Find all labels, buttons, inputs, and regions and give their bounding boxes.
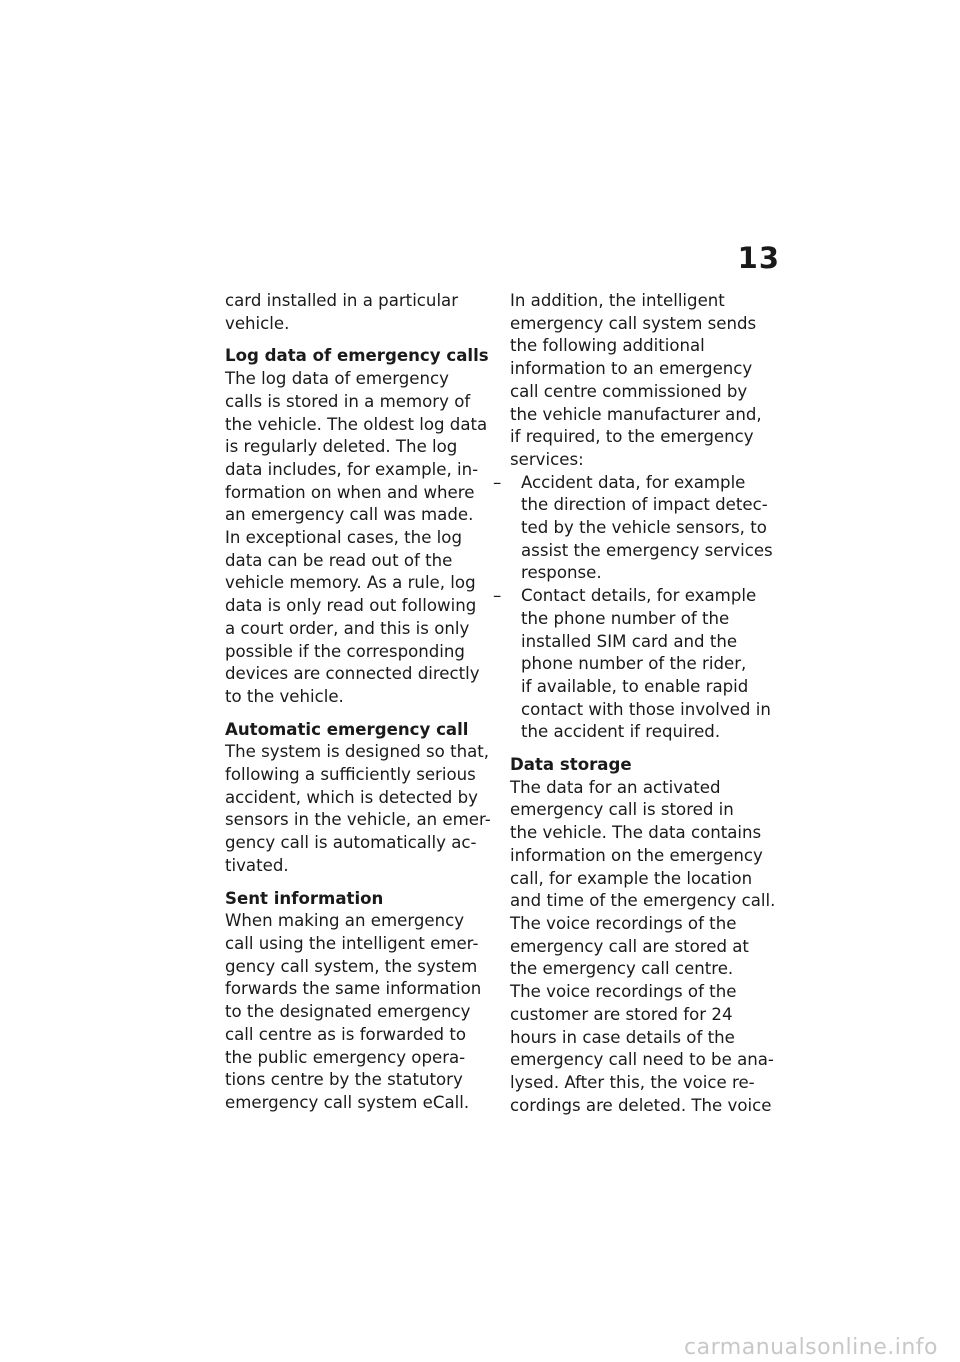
text-line: call using the intelligent emer- <box>225 933 479 953</box>
text-line: vehicle memory. As a rule, log <box>225 573 476 593</box>
text-line: if available, to enable rapid <box>521 676 749 696</box>
text-line: data can be read out of the <box>225 550 453 570</box>
text-line: forwards the same information <box>225 979 482 999</box>
text-line: devices are connected directly <box>225 664 480 684</box>
text-line: sensors in the vehicle, an emer- <box>225 810 491 830</box>
section-heading: Automatic emergency call <box>225 719 469 739</box>
text-line: The voice recordings of the <box>510 982 737 1002</box>
text-line: information to an emergency <box>510 359 753 379</box>
text-line: the vehicle. The data contains <box>510 823 762 843</box>
text-line: the phone number of the <box>521 608 730 628</box>
text-line: an emergency call was made. <box>225 505 474 525</box>
text-line: services: <box>510 449 584 469</box>
text-line: The system is designed so that, <box>225 742 490 762</box>
dash-bullet-icon: – <box>493 586 502 606</box>
text-line: accident, which is detected by <box>225 787 478 807</box>
text-line: Accident data, for example <box>521 472 746 492</box>
section-heading: Data storage <box>510 755 632 775</box>
text-line: emergency call system eCall. <box>225 1092 470 1112</box>
text-line: call centre commissioned by <box>510 381 748 401</box>
text-line: customer are stored for 24 <box>510 1004 733 1024</box>
text-line: contact with those involved in <box>521 699 771 719</box>
log-data-section <box>225 345 493 708</box>
automatic-call-section <box>225 719 493 878</box>
text-line: emergency call is stored in <box>510 800 734 820</box>
left-column <box>225 290 493 1115</box>
text-line: When making an emergency <box>225 911 465 931</box>
text-line: formation on when and where <box>225 482 475 502</box>
text-line: The data for an activated <box>510 777 721 797</box>
text-line: phone number of the rider, <box>521 654 747 674</box>
text-line: the vehicle. The oldest log data <box>225 414 488 434</box>
text-line: tions centre by the statutory <box>225 1070 463 1090</box>
text-line: hours in case details of the <box>510 1027 735 1047</box>
text-line: a court order, and this is only <box>225 618 470 638</box>
section-heading: Sent information <box>225 888 384 908</box>
text-line: emergency call system sends <box>510 313 757 333</box>
sent-information-section <box>225 888 493 1115</box>
watermark: carmanualsonline.info <box>684 1335 938 1360</box>
text-line: ted by the vehicle sensors, to <box>521 518 767 538</box>
text-line: calls is stored in a memory of <box>225 391 471 411</box>
list-item <box>493 585 782 744</box>
text-line: emergency call need to be ana- <box>510 1050 774 1070</box>
text-line: data is only read out following <box>225 596 477 616</box>
text-line: data includes, for example, in- <box>225 459 479 479</box>
additional-info-paragraph <box>510 290 782 472</box>
text-line: lysed. After this, the voice re- <box>510 1072 755 1092</box>
text-line: emergency call are stored at <box>510 936 749 956</box>
section-heading: Log data of emergency calls <box>225 346 489 366</box>
text-line: call centre as is forwarded to <box>225 1024 466 1044</box>
text-line: gency call is automatically ac- <box>225 833 477 853</box>
text-line: The voice recordings of the <box>510 913 737 933</box>
text-line: information on the emergency <box>510 845 763 865</box>
text-line: cordings are deleted. The voice <box>510 1095 772 1115</box>
bullet-list <box>493 472 782 744</box>
text-line: vehicle. <box>225 313 290 333</box>
right-column <box>493 290 782 1117</box>
dash-bullet-icon: – <box>493 472 502 492</box>
text-line: response. <box>521 563 602 583</box>
text-line: the vehicle manufacturer and, <box>510 404 762 424</box>
text-line: and time of the emergency call. <box>510 891 776 911</box>
text-line: is regularly deleted. The log <box>225 437 458 457</box>
text-line: possible if the corresponding <box>225 641 465 661</box>
text-line: In addition, the intelligent <box>510 291 725 310</box>
text-line: card installed in a particular <box>225 291 459 310</box>
text-line: installed SIM card and the <box>521 631 738 651</box>
text-line: Contact details, for example <box>521 586 757 606</box>
text-line: following a sufficiently serious <box>225 765 476 785</box>
text-line: gency call system, the system <box>225 956 478 976</box>
text-line: the emergency call centre. <box>510 959 734 979</box>
text-line: In exceptional cases, the log <box>225 528 462 548</box>
text-line: the accident if required. <box>521 722 721 742</box>
text-line: The log data of emergency <box>225 369 449 389</box>
text-line: if required, to the emergency <box>510 427 754 447</box>
text-line: the public emergency opera- <box>225 1047 466 1067</box>
text-line: to the designated emergency <box>225 1002 471 1022</box>
text-line: the following additional <box>510 336 705 356</box>
intro-paragraph <box>225 290 493 335</box>
page-number: 13 <box>737 241 780 275</box>
text-line: call, for example the location <box>510 868 753 888</box>
text-line: to the vehicle. <box>225 686 344 706</box>
text-line: assist the emergency services <box>521 540 773 560</box>
list-item <box>493 472 782 586</box>
text-line: tivated. <box>225 855 289 875</box>
data-storage-section <box>510 754 782 1117</box>
text-line: the direction of impact detec- <box>521 495 768 515</box>
